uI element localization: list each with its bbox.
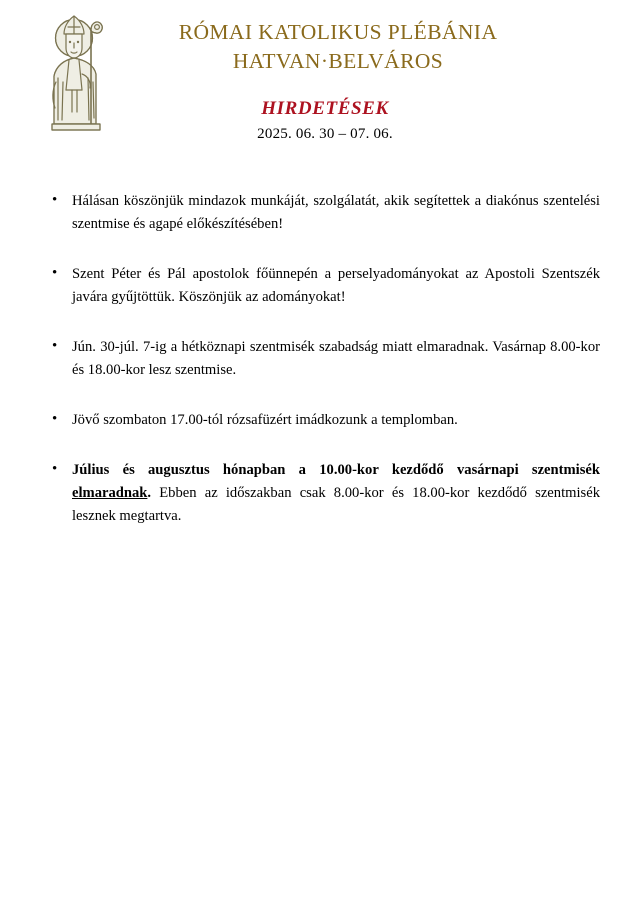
notice-text-segment: Szent Péter és Pál apostolok főünnepén a perselyadományokat az Apostoli Szentszék javára gyűjtöttük. Köszönjük az adományokat! (72, 266, 600, 305)
document-header (0, 0, 636, 150)
notice-text (72, 412, 458, 428)
notice-text (72, 193, 600, 232)
notice-text-segment: Jún. 30-júl. 7-ig a hétköznapi szentmisék szabadság miatt elmaradnak. Vasárnap 8.00-kor és 18.00-kor lesz szentmise. (72, 339, 600, 378)
notice-item (36, 459, 600, 528)
notice-item (36, 190, 600, 236)
notices-section (0, 150, 636, 528)
parish-title-line2: HATVAN·BELVÁROS (232, 49, 444, 73)
notice-item (36, 409, 600, 432)
notice-text-segment: Hálásan köszönjük mindazok munkáját, szolgálatát, akik segítettek a diakónus szentelési szentmise és agapé előkészítésében! (72, 193, 600, 232)
notice-item (36, 263, 600, 309)
parish-title-line1: RÓMAI KATOLIKUS PLÉBÁNIA (178, 20, 498, 44)
notices-list (36, 190, 600, 528)
notice-text-segment: Ebben az időszakban csak 8.00-kor és 18.00-kor kezdődő szentmisék lesznek megtartva. (72, 485, 600, 524)
notice-text (72, 462, 600, 524)
bishop-saint-crest-icon (44, 12, 112, 134)
bulletin-date-range: 2025. 06. 30 – 07. 06. (257, 126, 393, 142)
notice-text (72, 266, 600, 305)
notice-text-segment: elmaradnak (72, 485, 148, 501)
notice-text-segment: . (147, 485, 152, 501)
notice-text-segment: Jövő szombaton 17.00-tól rózsafüzért imádkozunk a templomban. (72, 412, 458, 428)
notice-text-segment: Július és augusztus hónapban a 10.00-kor kezdődő vasárnapi szentmisék (72, 462, 600, 478)
notice-item (36, 336, 600, 382)
notice-text (72, 339, 600, 378)
bulletin-title: HIRDETÉSEK (261, 98, 389, 119)
